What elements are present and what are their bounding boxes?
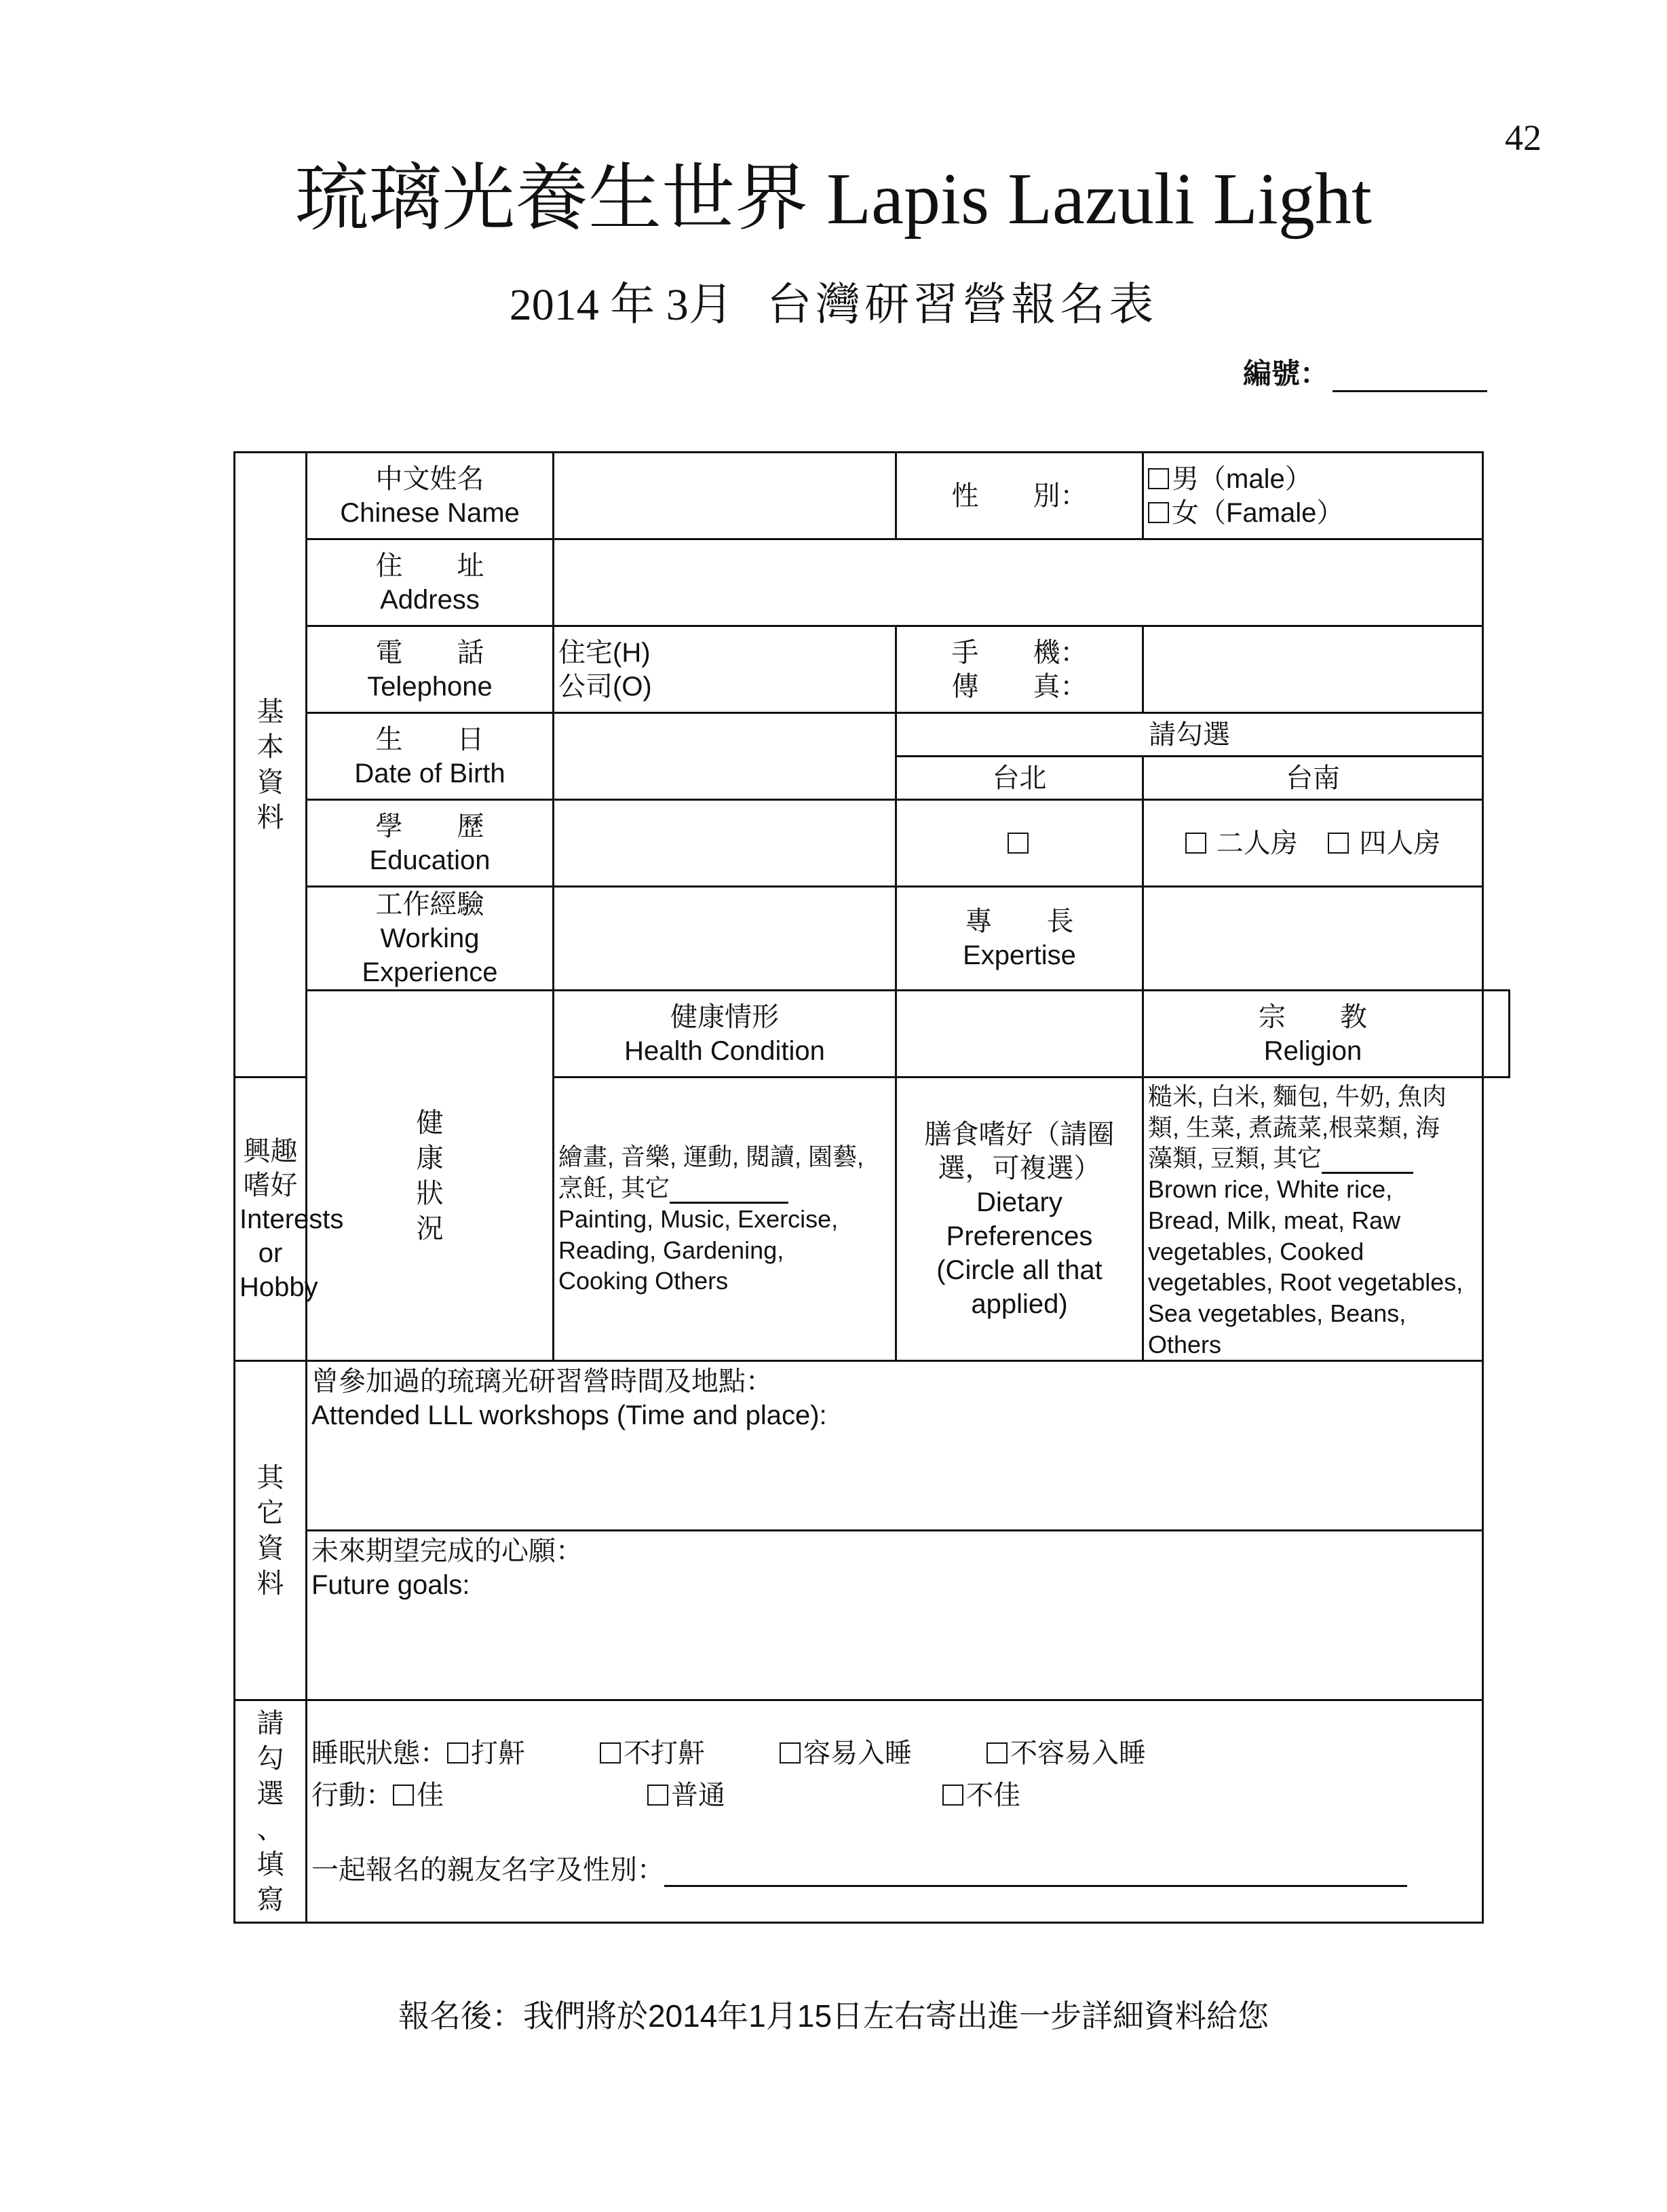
- expertise-field[interactable]: [1143, 887, 1483, 991]
- interests-label: 興趣嗜好 Interests or Hobby: [235, 1078, 307, 1361]
- sleep-easy-checkbox[interactable]: 容易入睡: [780, 1738, 912, 1768]
- gender-label: 性 別：: [896, 453, 1143, 539]
- education-field[interactable]: [554, 800, 896, 887]
- dietary-options[interactable]: 糙米, 白米, 麵包, 牛奶, 魚肉 類, 生菜, 煮蔬菜,根菜類, 海 藻類, 豆類, 其它 Brown rice, White rice, Bread, Milk, meat, Raw vegetables, Cooked vegetables, Root vegetables, Sea vegetables, Beans, Others: [1143, 1078, 1483, 1361]
- companions-row: [311, 1853, 1478, 1887]
- tainan-quad-checkbox[interactable]: 四人房: [1328, 828, 1440, 858]
- room-taipei-header: 台北: [896, 757, 1143, 800]
- dietary-label: 膳食嗜好（請圈 選，可複選） Dietary Preferences (Circle all that applied): [896, 1078, 1143, 1361]
- registration-form-table: [233, 451, 1510, 1924]
- mobility-good-checkbox[interactable]: 佳: [393, 1780, 444, 1810]
- attended-workshops-label-en: Attended LLL workshops (Time and place):: [311, 1400, 827, 1431]
- sleep-hard-checkbox[interactable]: 不容易入睡: [986, 1738, 1146, 1768]
- serial-number: [1243, 351, 1487, 392]
- serial-label: 編號：: [1243, 358, 1329, 389]
- room-tainan-header: 台南: [1143, 757, 1483, 800]
- address-field[interactable]: [554, 539, 1483, 626]
- page-number: 42: [1505, 117, 1541, 158]
- mobility-normal-checkbox[interactable]: 普通: [647, 1780, 725, 1810]
- serial-input-line[interactable]: [1333, 363, 1487, 392]
- birth-label: 生 日 Date of Birth: [307, 713, 554, 800]
- work-experience-field[interactable]: [554, 887, 896, 991]
- education-label: 學 歷 Education: [307, 800, 554, 887]
- mobile-fax-field[interactable]: [1143, 626, 1483, 713]
- chinese-name-label: 中文姓名 Chinese Name: [307, 453, 554, 539]
- mobility-poor-checkbox[interactable]: 不佳: [942, 1780, 1020, 1810]
- mobility-row: [311, 1778, 1478, 1812]
- work-experience-label: 工作經驗 Working Experience: [307, 887, 554, 991]
- status-checklist: [307, 1700, 1483, 1923]
- document-subtitle: [0, 268, 1667, 332]
- section-other-info: 其 它 資 料: [235, 1361, 307, 1700]
- companions-label: 一起報名的親友名字及性別：: [311, 1854, 664, 1885]
- future-goals-field[interactable]: [307, 1531, 1483, 1700]
- interests-options[interactable]: 繪畫, 音樂, 運動, 閱讀, 園藝, 烹飪, 其它 Painting, Music, Exercise, Reading, Gardening, Cooking Others: [554, 1078, 896, 1361]
- sleep-label: 睡眠狀態：: [311, 1738, 447, 1768]
- companions-input-line[interactable]: [664, 1862, 1407, 1887]
- gender-male-checkbox[interactable]: 男（male）: [1148, 462, 1478, 496]
- telephone-home-label: 住宅(H): [558, 637, 651, 668]
- gender-options: [1143, 453, 1483, 539]
- attended-workshops-label-zh: 曾參加過的琉璃光研習營時間及地點：: [311, 1367, 773, 1397]
- chinese-name-field[interactable]: [554, 453, 896, 539]
- mobile-fax-label: 手 機： 傳 真：: [896, 626, 1143, 713]
- health-condition-label: 健康情形 Health Condition: [554, 991, 896, 1078]
- attended-workshops-field[interactable]: [307, 1361, 1483, 1531]
- future-goals-label-en: Future goals:: [311, 1570, 470, 1601]
- section-basic-info: 基 本 資 料: [235, 453, 307, 1078]
- religion-label: 宗 教 Religion: [1143, 991, 1483, 1078]
- tainan-double-checkbox[interactable]: 二人房: [1185, 828, 1298, 858]
- taipei-checkbox[interactable]: [896, 800, 1143, 887]
- subtitle-date: 2014 年 3月: [509, 280, 733, 330]
- section-health: 健 康 狀 況: [307, 991, 554, 1361]
- future-goals-label-zh: 未來期望完成的心願：: [311, 1536, 583, 1567]
- sleep-snore-checkbox[interactable]: 打鼾: [447, 1738, 525, 1768]
- religion-field[interactable]: [1483, 991, 1510, 1078]
- sleep-row: [311, 1736, 1478, 1770]
- room-select-header: 請勾選: [896, 713, 1483, 757]
- telephone-office-label: 公司(O): [558, 671, 652, 702]
- telephone-field[interactable]: [554, 626, 896, 713]
- sleep-no-snore-checkbox[interactable]: 不打鼾: [600, 1738, 705, 1768]
- address-label: 住 址 Address: [307, 539, 554, 626]
- gender-female-checkbox[interactable]: 女（Famale）: [1148, 496, 1478, 530]
- subtitle-form-name: 台灣研習營報名表: [767, 280, 1158, 330]
- tainan-room-options: [1143, 800, 1483, 887]
- birth-field[interactable]: [554, 713, 896, 800]
- health-condition-field[interactable]: [896, 991, 1143, 1078]
- footer-note: 報名後：我們將於2014年1月15日左右寄出進一步詳細資料給您: [398, 1998, 1269, 2034]
- telephone-label: 電 話 Telephone: [307, 626, 554, 713]
- mobility-label: 行動：: [311, 1780, 393, 1810]
- section-check-fill: 請 勾 選 、 填 寫: [235, 1700, 307, 1923]
- document-title: 琉璃光養生世界 Lapis Lazuli Light: [295, 159, 1372, 240]
- expertise-label: 專 長 Expertise: [896, 887, 1143, 991]
